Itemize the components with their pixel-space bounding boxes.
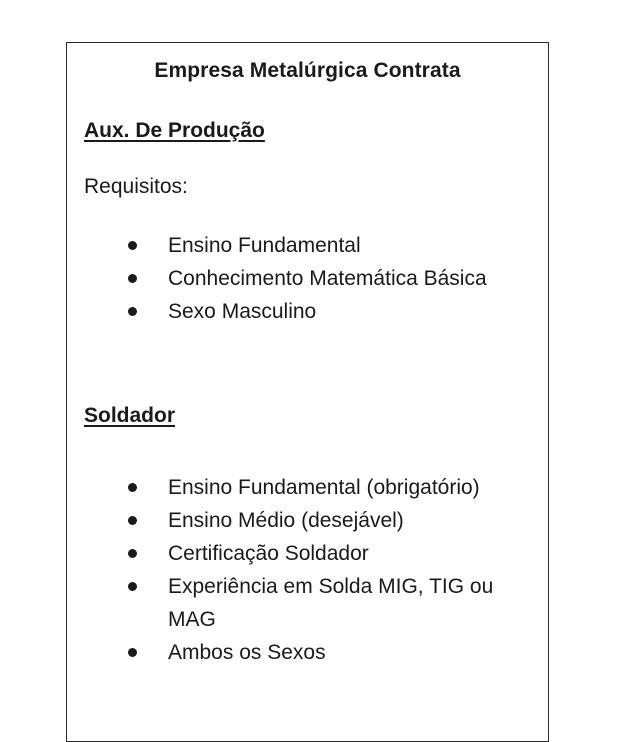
requirements-label: Requisitos: xyxy=(84,175,188,198)
bullet-icon xyxy=(128,582,137,591)
list-item xyxy=(67,504,550,537)
list-item-text: Conhecimento Matemática Básica xyxy=(168,267,487,290)
list-item-text: Ensino Médio (desejável) xyxy=(168,509,404,532)
list-item xyxy=(67,636,550,669)
section-heading-aux-producao: Aux. De Produção xyxy=(84,119,265,142)
bullet-icon xyxy=(128,274,137,283)
list-item xyxy=(67,262,550,295)
list-item-text: Certificação Soldador xyxy=(168,542,369,565)
bullet-icon xyxy=(128,307,137,316)
bullet-icon xyxy=(128,516,137,525)
soldador-requirements-list xyxy=(67,471,550,669)
list-item-text: Ambos os Sexos xyxy=(168,641,326,664)
list-item-text: Ensino Fundamental (obrigatório) xyxy=(168,476,480,499)
bullet-icon xyxy=(128,241,137,250)
list-item xyxy=(67,295,550,328)
section-heading-soldador: Soldador xyxy=(84,404,176,427)
aux-producao-requirements-list xyxy=(67,229,550,328)
list-item xyxy=(67,471,550,504)
list-item xyxy=(67,537,550,570)
bullet-icon xyxy=(128,483,137,492)
list-item-text: Experiência em Solda MIG, TIG ou MAG xyxy=(168,575,494,631)
list-item-text: Ensino Fundamental xyxy=(168,234,361,257)
bullet-icon xyxy=(128,648,137,657)
posting-title: Empresa Metalúrgica Contrata xyxy=(154,59,461,82)
job-posting-card xyxy=(66,42,549,742)
list-item xyxy=(67,570,550,636)
list-item-text: Sexo Masculino xyxy=(168,300,317,323)
list-item xyxy=(67,229,550,262)
bullet-icon xyxy=(128,549,137,558)
